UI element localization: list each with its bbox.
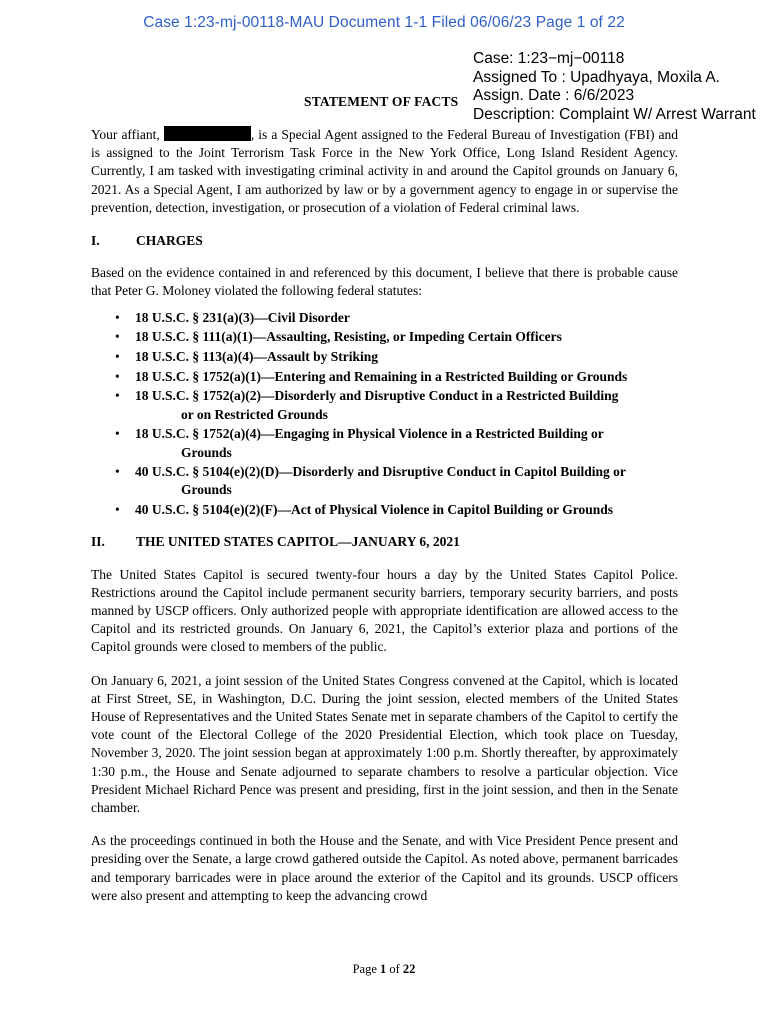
section-title: CHARGES: [136, 233, 203, 249]
section-title: THE UNITED STATES CAPITOL—JANUARY 6, 2021: [136, 534, 460, 550]
section-number: II.: [91, 534, 105, 550]
intro-text: , is a Special Agent assigned to the Federal Bureau of Investigation (FBI) and is assigned to the Joint Terrorism Task Force in the New York Office, Long Island Resident Agency. Currently, I am tasked with investigating criminal activity in and around the Capitol grounds on January 6, 2021. As a Special Agent, I am authorized by law or by a government agency to engage in or supervise the prevention, detection, investigation, or prosecution of a violation of Federal criminal laws.: [91, 127, 678, 215]
body-paragraph: As the proceedings continued in both the House and the Senate, and with Vice President Pence present and presiding over the Senate, a large crowd gathered outside the Capitol. As noted above, permanent barricades and temporary barricades were in place around the exterior of the Capitol and its grounds. USCP officers were also present and attempting to keep the advancing crowd: [91, 833, 678, 903]
statute-list: [91, 309, 678, 520]
statute-item: [91, 368, 678, 386]
section-heading-capitol: [91, 533, 678, 551]
statute-continuation: or on Restricted Grounds: [181, 406, 328, 422]
bullet-icon: •: [115, 388, 120, 404]
bullet-icon: •: [115, 368, 120, 384]
footer-of: of: [389, 962, 400, 976]
body-paragraph: The United States Capitol is secured twenty-four hours a day by the United States Capitol Police. Restrictions around the Capitol include permanent security barriers, temporary security barriers, and posts manned by USCP officers. Only authorized people with appropriate identification are allowed access to the Capitol and its restricted grounds. On January 6, 2021, the Capitol’s exterior plaza and portions of the Capitol grounds were closed to members of the public.: [91, 566, 678, 655]
case-assignment-stamp: [473, 50, 765, 124]
statute-text: 18 U.S.C. § 231(a)(3)—Civil Disorder: [135, 309, 350, 325]
case-number: Case: 1:23−mj−00118: [473, 50, 625, 67]
statute-text: 18 U.S.C. § 1752(a)(2)—Disorderly and Disruptive Conduct in a Restricted Building: [135, 388, 619, 404]
statute-text: 18 U.S.C. § 1752(a)(4)—Engaging in Physical Violence in a Restricted Building or: [135, 426, 604, 442]
section-heading-charges: [91, 232, 678, 250]
statute-item: [91, 328, 678, 346]
statute-text: 18 U.S.C. § 1752(a)(1)—Entering and Remaining in a Restricted Building or Grounds: [135, 368, 628, 384]
intro-paragraph: [91, 126, 678, 217]
document-title: STATEMENT OF FACTS: [304, 94, 459, 109]
statute-text: 40 U.S.C. § 5104(e)(2)(D)—Disorderly and Disruptive Conduct in Capitol Building or: [135, 464, 626, 480]
section-number: I.: [91, 233, 100, 249]
body-paragraph: On January 6, 2021, a joint session of the United States Congress convened at the Capitol, which is located at First Street, SE, in Washington, D.C. During the joint session, elected members of the United States House of Representatives and the United States Senate met in separate chambers of the Capitol to certify the vote count of the Electoral College of the 2020 Presidential Election, which took place on Tuesday, November 3, 2020. The joint session began at approximately 1:00 p.m. Shortly thereafter, by approximately 1:30 p.m., the House and Senate adjourned to separate chambers to resolve a particular objection. Vice President Michael Richard Pence was present and presiding, first in the joint session, and then in the Senate chamber.: [91, 672, 678, 815]
document-body: [91, 126, 678, 905]
statute-text: 18 U.S.C. § 113(a)(4)—Assault by Striking: [135, 349, 379, 365]
redaction-box: [164, 126, 251, 141]
intro-lead: Your affiant,: [91, 127, 160, 142]
bullet-icon: •: [115, 309, 120, 325]
assigned-judge: Assigned To : Upadhyaya, Moxila A.: [473, 68, 720, 86]
statute-text: 18 U.S.C. § 111(a)(1)—Assaulting, Resisting, or Impeding Certain Officers: [135, 329, 562, 345]
ecf-filing-header: Case 1:23-mj-00118-MAU Document 1-1 Filed 06/06/23 Page 1 of 22: [143, 14, 625, 31]
bullet-icon: •: [115, 502, 120, 518]
statute-item: [91, 309, 678, 327]
statute-item: [91, 501, 678, 519]
statute-item: [91, 387, 678, 423]
footer-page: 1: [380, 962, 387, 976]
charges-paragraph: Based on the evidence contained in and referenced by this document, I believe that there is probable cause that Peter G. Moloney violated the following federal statutes:: [91, 265, 678, 299]
statute-item: [91, 463, 678, 499]
bullet-icon: •: [115, 426, 120, 442]
bullet-icon: •: [115, 464, 120, 480]
page-footer: [0, 962, 768, 977]
assign-date: Assign. Date : 6/6/2023: [473, 87, 635, 104]
case-description: Description: Complaint W/ Arrest Warrant: [473, 105, 756, 123]
statute-continuation: Grounds: [181, 482, 232, 498]
footer-total: 22: [402, 962, 416, 976]
statute-item: [91, 348, 678, 366]
bullet-icon: •: [115, 349, 120, 365]
footer-prefix: Page: [352, 962, 377, 976]
statute-text: 40 U.S.C. § 5104(e)(2)(F)—Act of Physical Violence in Capitol Building or Grounds: [135, 502, 614, 518]
bullet-icon: •: [115, 329, 120, 345]
statute-item: [91, 425, 678, 461]
statute-continuation: Grounds: [181, 444, 232, 460]
